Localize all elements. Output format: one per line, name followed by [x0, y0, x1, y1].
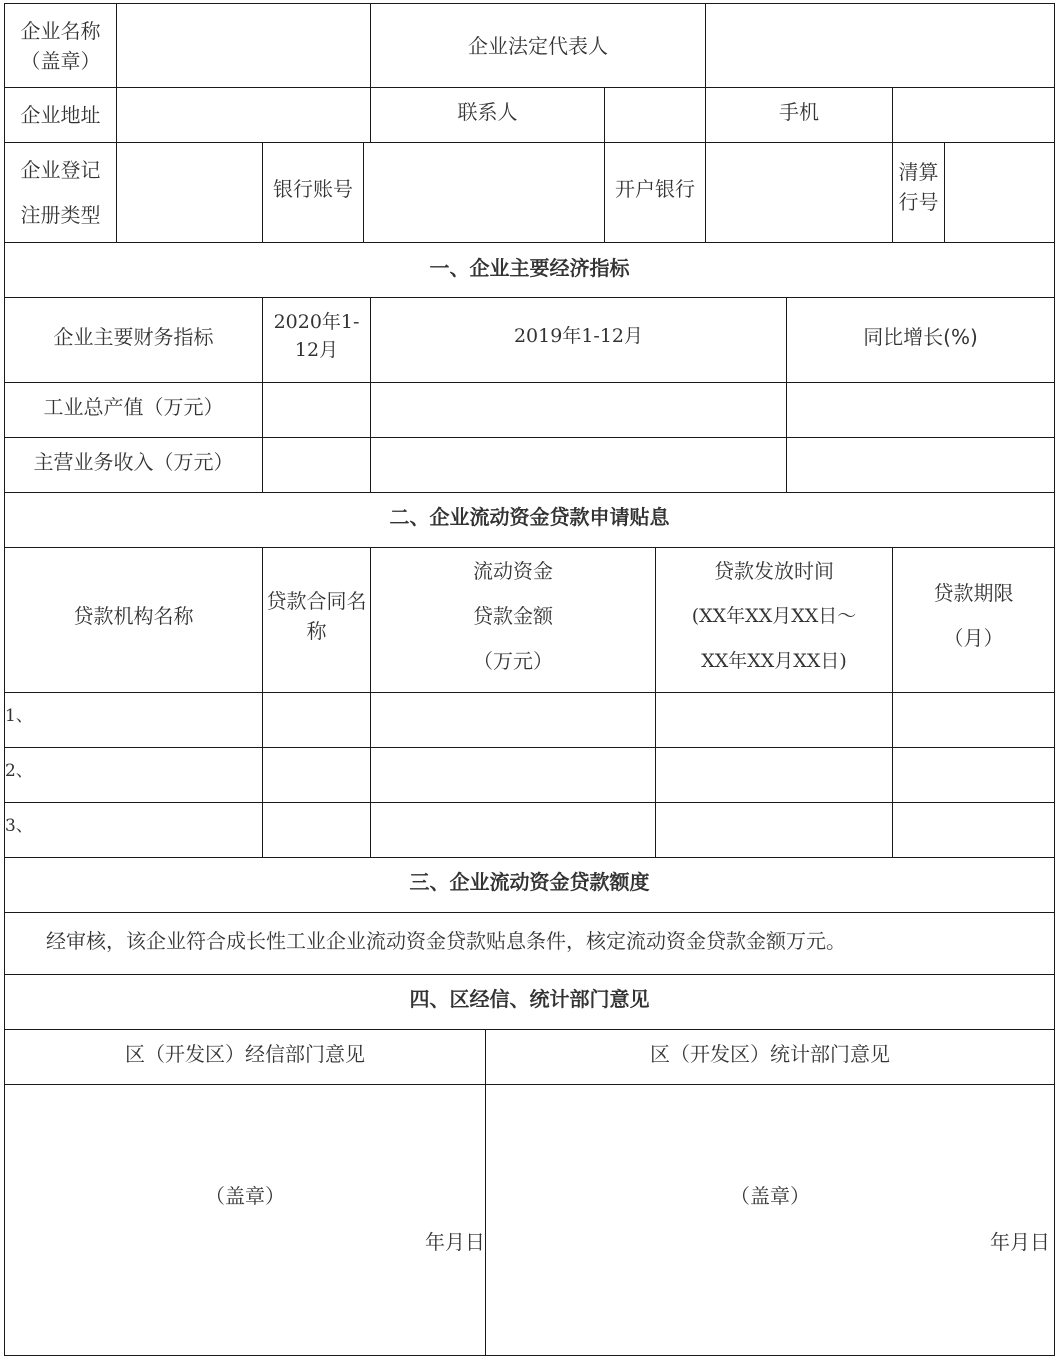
industrial-output-2020-field[interactable]: [263, 383, 370, 437]
contact-person-label: 联系人: [457, 100, 518, 124]
bank-account-field[interactable]: [364, 143, 604, 242]
loan-row-1-field[interactable]: [263, 693, 1054, 747]
loan-row-1-label: 1、: [5, 706, 33, 727]
col-loan-issue-time: 贷款发放时间 (XX年XX月XX日～ XX年XX月XX日): [691, 558, 857, 672]
stat-dept-opinion-box[interactable]: [486, 1085, 1054, 1355]
stat-dept-opinion-header: 区（开发区）统计部门意见: [650, 1042, 890, 1066]
col-loan-term: 贷款期限 （月）: [933, 581, 1014, 650]
row-industrial-output-label: 工业总产值（万元）: [43, 395, 224, 419]
econ-dept-stamp: （盖章）: [205, 1184, 285, 1208]
opening-bank-field[interactable]: [706, 143, 892, 242]
stat-dept-stamp: （盖章）: [730, 1184, 810, 1208]
col-2019: 2019年1-12月: [513, 325, 644, 348]
industrial-output-2019-field[interactable]: [371, 383, 786, 437]
loan-row-3-field[interactable]: [263, 803, 1054, 857]
registration-type-label: 企业登记 注册类型: [20, 157, 101, 227]
registration-type-field[interactable]: [117, 143, 262, 242]
mobile-label: 手机: [779, 100, 819, 124]
section4-title: 四、区经信、统计部门意见: [409, 987, 650, 1011]
main-revenue-2019-field[interactable]: [371, 438, 786, 492]
legal-representative-field[interactable]: [706, 4, 1054, 87]
opening-bank-label: 开户银行: [615, 177, 695, 201]
section1-title: 一、企业主要经济指标: [429, 255, 630, 280]
address-label: 企业地址: [20, 103, 101, 127]
company-name-label: 企业名称（盖章）: [20, 18, 101, 73]
econ-dept-opinion-box[interactable]: [5, 1085, 485, 1355]
section3-title: 三、企业流动资金贷款额度: [409, 870, 650, 894]
main-revenue-2020-field[interactable]: [263, 438, 370, 492]
mobile-field[interactable]: [893, 88, 1054, 142]
clearing-number-field[interactable]: [945, 143, 1054, 242]
loan-row-2-label: 2、: [5, 761, 33, 782]
econ-dept-opinion-header: 区（开发区）经信部门意见: [125, 1042, 365, 1066]
bank-account-label: 银行账号: [273, 177, 353, 201]
econ-dept-date: 年月日: [425, 1230, 485, 1254]
main-revenue-growth-field[interactable]: [787, 438, 1054, 492]
clearing-number-label: 清算行号: [898, 160, 939, 214]
col-loan-contract: 贷款合同名称: [266, 589, 367, 643]
col-2020: 2020年1-12月: [273, 311, 360, 361]
col-financial-indicator: 企业主要财务指标: [53, 324, 214, 349]
loan-quota-statement: 经审核，该企业符合成长性工业企业流动资金贷款贴息条件，核定流动资金贷款金额万元。: [46, 929, 846, 953]
col-yoy-growth: 同比增长(%): [863, 324, 978, 349]
industrial-output-growth-field[interactable]: [787, 383, 1054, 437]
row-main-revenue-label: 主营业务收入（万元）: [33, 450, 234, 474]
loan-row-3-label: 3、: [5, 816, 33, 837]
company-name-field[interactable]: [117, 4, 370, 87]
col-loan-amount: 流动资金 贷款金额 （万元）: [473, 558, 553, 673]
loan-row-2-field[interactable]: [263, 748, 1054, 802]
address-field[interactable]: [117, 88, 370, 142]
legal-representative-label: 企业法定代表人: [468, 33, 608, 58]
stat-dept-date: 年月日: [990, 1230, 1050, 1254]
section2-title: 二、企业流动资金贷款申请贴息: [389, 505, 670, 529]
contact-person-field[interactable]: [605, 88, 705, 142]
col-loan-institution: 贷款机构名称: [73, 604, 194, 628]
